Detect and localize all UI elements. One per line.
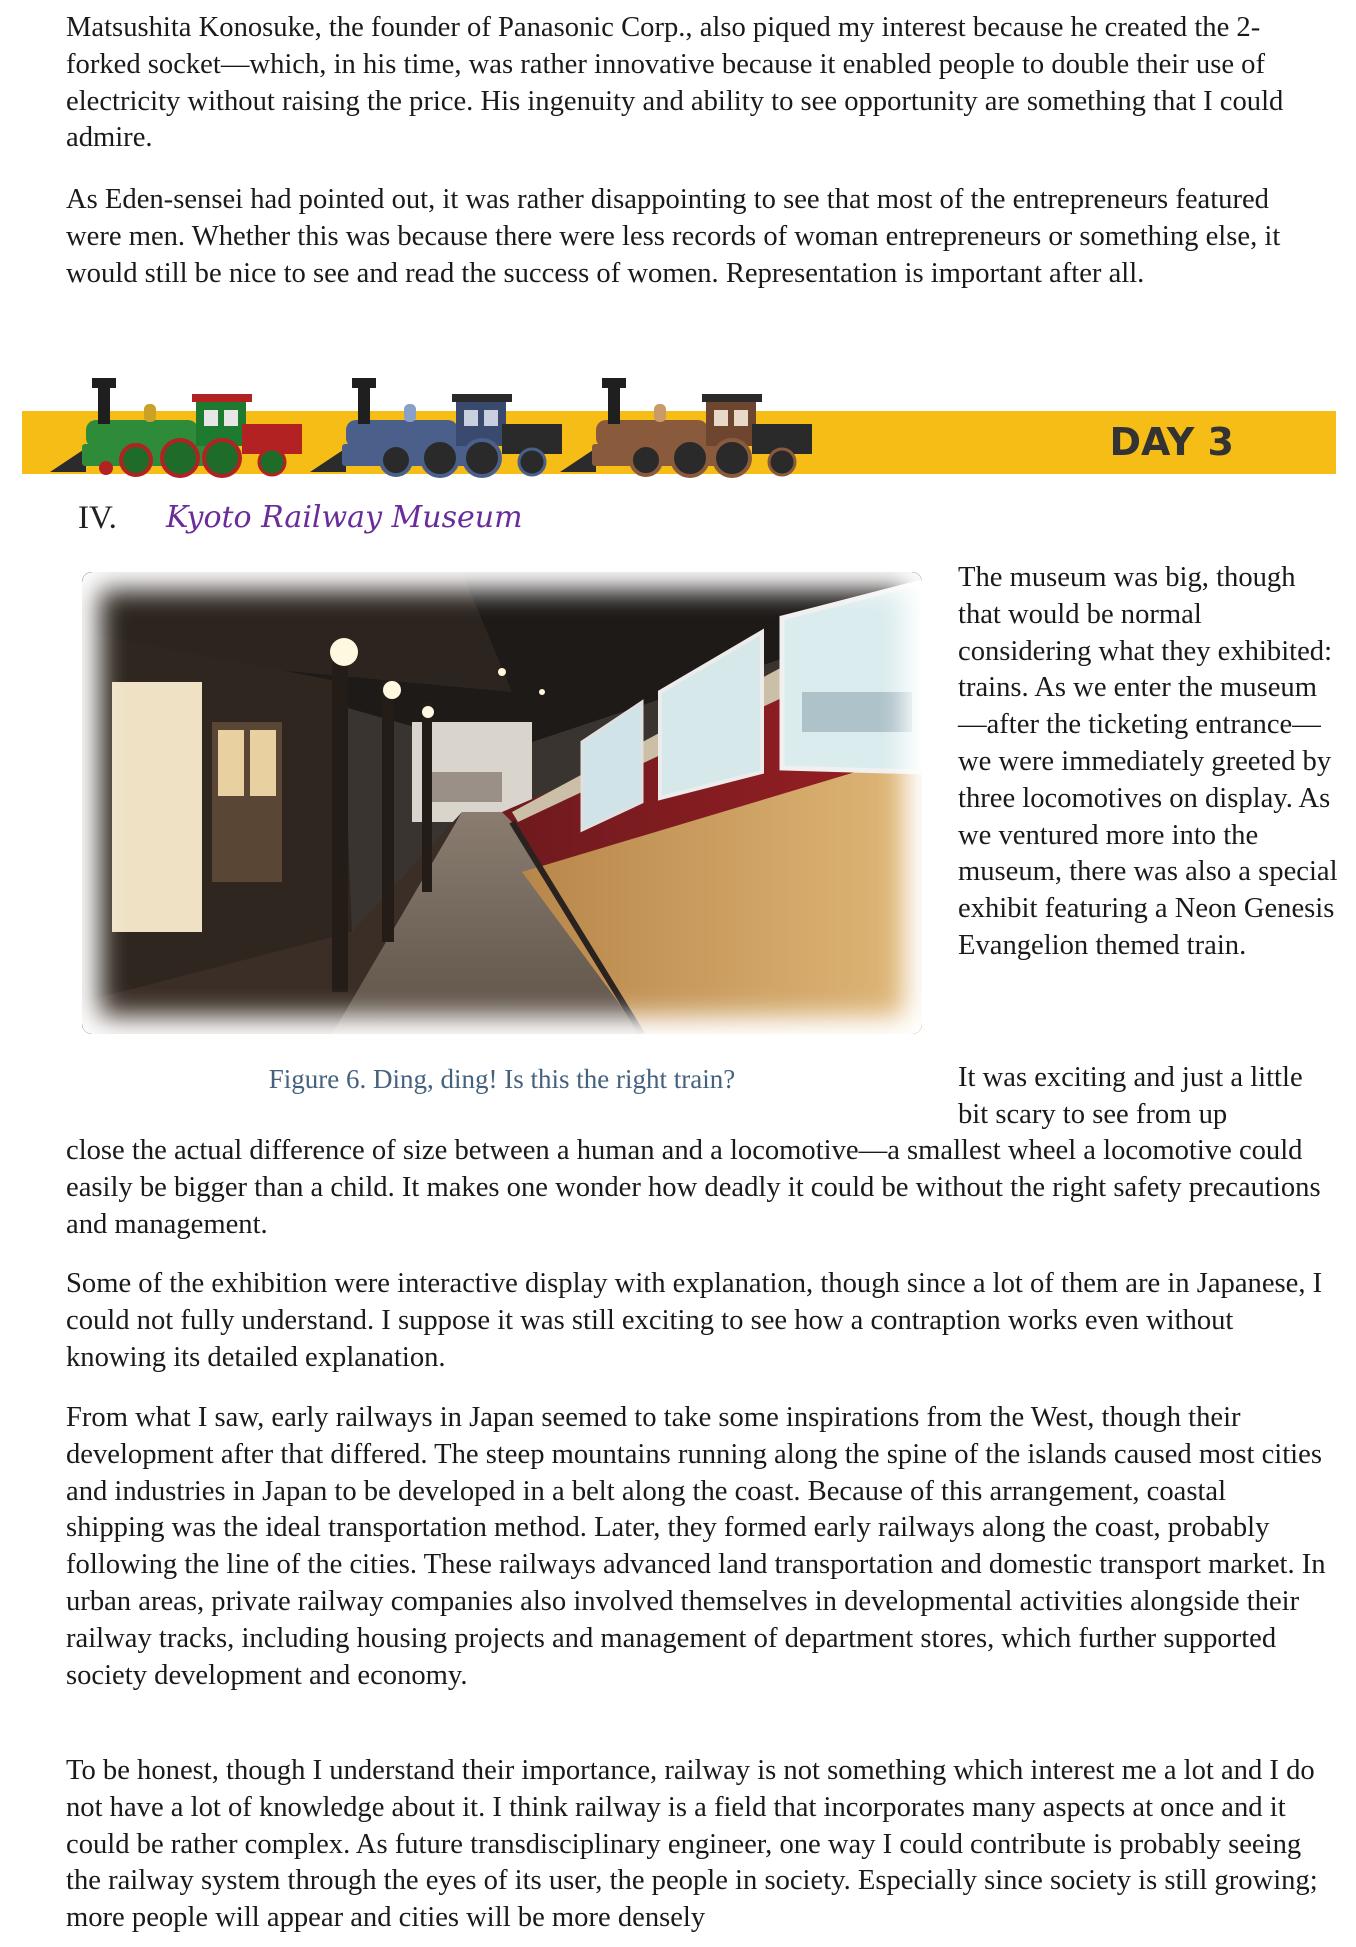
intro-paragraph-2: As Eden-sensei had pointed out, it was rather disappointing to see that most of the entrepreneurs featured were men. Whether this was because there were less records of woman entrepreneurs or something else, it would still be nice to see and read the success of women. Representation is important after all. [66,184,1281,289]
museum-platform-photo [82,572,922,1034]
side-column [958,560,1338,965]
day-label: DAY 3 [1109,420,1234,464]
intro-paragraph-1: Matsushita Konosuke, the founder of Panasonic Corp., also piqued my interest because he created the 2-forked socket—which, in his time, was rather innovative because it enabled people to double their use of electricity without raising the price. His ingenuity and ability to see opportunity are something that I could admire. [66,12,1284,154]
brown-train-icon [556,364,818,479]
section-title: Kyoto Railway Museum [166,500,523,535]
section-number: IV. [78,500,117,536]
figure-caption: Figure 6. Ding, ding! Is this the right train? [268,1064,736,1094]
side-paragraph-2-continuation: close the actual difference of size between a human and a locomotive—a smallest wheel a locomotive could easily be bigger than a child. It makes one wonder how deadly it could be without the right safety precautions and management. [66,1135,1321,1240]
photo-edge-fade [82,572,922,1034]
body-paragraph-5: From what I saw, early railways in Japan seemed to take some inspirations from the West, though their development after that differed. The steep mountains running along the spine of the islands caused most cities and industries in Japan to be developed in a belt along the coast. Because of this arrangement, coastal shipping was the ideal transportation method. Later, they formed early railways along the coast, probably following the line of the cities. These railways advanced land transportation and domestic transport market. In urban areas, private railway companies also involved themselves in developmental activities alongside their railway tracks, including housing projects and management of department stores, which further supported society development and economy. [66,1402,1326,1691]
side-paragraph-1: The museum was big, though that would be normal considering what they exhibited: trains. As we enter the museum—after the ticketing entrance—we were immediately greeted by three locomotives on display. As we ventured more into the museum, there was also a special exhibit featuring a Neon Genesis Evangelion themed train. [958,562,1338,961]
body-paragraph-6: To be honest, though I understand their importance, railway is not something which interest me a lot and I do not have a lot of knowledge about it. I think railway is a field that incorporates many aspects at once and it could be rather complex. As future transdisciplinary engineer, one way I could contribute is probably seeing the railway system through the eyes of its user, the people in society. Especially since society is still growing; more people will appear and cities will be more densely [66,1755,1318,1934]
side-paragraph-2-lead: It was exciting and just a little bit scary to see from up [958,1062,1303,1130]
green-train-icon [46,364,308,479]
blue-train-icon [306,364,568,479]
body-paragraph-4: Some of the exhibition were interactive display with explanation, though since a lot of them are in Japanese, I could not fully understand. I suppose it was still exciting to see how a contraption works even without knowing its detailed explanation. [66,1268,1323,1373]
